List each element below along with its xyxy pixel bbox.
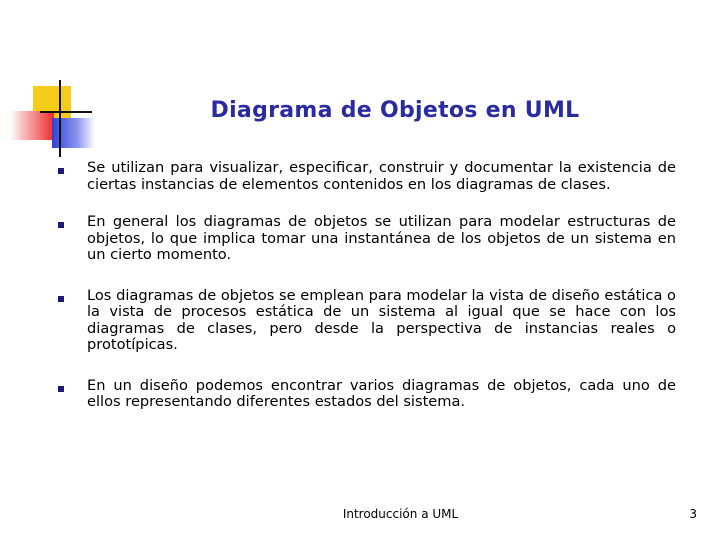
list-item — [56, 378, 676, 411]
bullet-list — [56, 160, 676, 432]
horizontal-line — [40, 111, 92, 113]
vertical-line — [59, 80, 61, 157]
list-item — [56, 214, 676, 264]
bullet-text: En un diseño podemos encontrar varios diagramas de objetos, cada uno de ellos representando diferentes estados del sistema. — [87, 376, 676, 410]
red-gradient-bar — [10, 111, 54, 140]
square-bullet-icon — [58, 296, 64, 302]
square-bullet-icon — [58, 222, 64, 228]
bullet-text: Se utilizan para visualizar, especificar, construir y documentar la existencia de ciertas instancias de elementos contenidos en los diagramas de clases. — [87, 159, 676, 193]
slide-footer: Introducción a UML — [342, 507, 459, 521]
square-bullet-icon — [58, 168, 64, 174]
bullet-text: En general los diagramas de objetos se utilizan para modelar estructuras de objetos, lo que implica tomar una instantánea de los objetos de un sistema en un cierto momento. — [87, 213, 676, 263]
list-item — [56, 160, 676, 193]
page-number: 3 — [689, 507, 697, 521]
list-item — [56, 288, 676, 354]
bullet-text: Los diagramas de objetos se emplean para modelar la vista de diseño estática o la vista de procesos estática de un sistema al igual que se hace con los diagramas de clases, pero desde la perspectiva de instancias reales o prototípicas. — [87, 286, 676, 353]
square-bullet-icon — [58, 386, 64, 392]
slide-title: Diagrama de Objetos en UML — [210, 98, 580, 123]
